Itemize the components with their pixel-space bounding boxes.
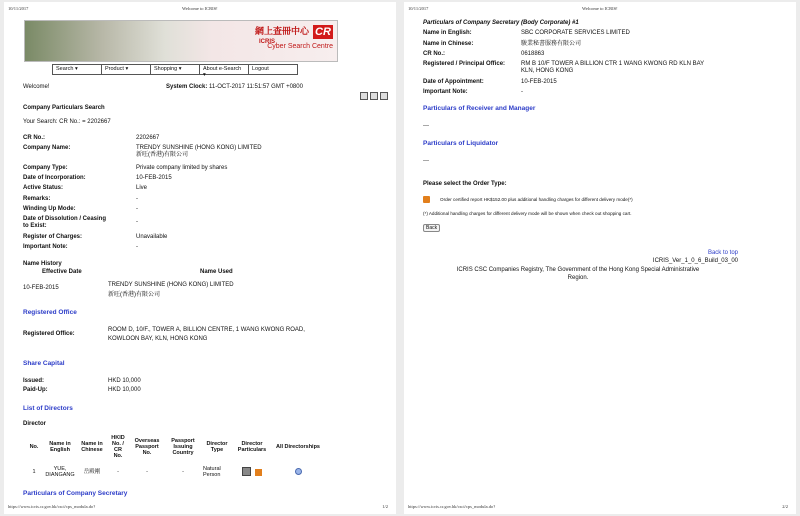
field-label: CR No.:: [423, 51, 445, 57]
field-label: Name in Chinese:: [423, 41, 474, 47]
field-label: Important Note:: [423, 89, 468, 95]
col-passport: Overseas Passport No.: [134, 438, 160, 456]
icris-banner: [24, 20, 338, 62]
field-label: Date of Appointment:: [423, 79, 484, 85]
cart-icon[interactable]: [423, 196, 430, 203]
field-value: -: [136, 196, 138, 202]
name-history-name: TRENDY SUNSHINE (HONG KONG) LIMITED 新旺(香港)有限公司: [108, 282, 234, 298]
col-no: No.: [29, 444, 39, 450]
name-history-title: Name History: [23, 261, 62, 267]
field-value: -: [136, 244, 138, 250]
table-row: [25, 461, 325, 483]
back-button[interactable]: Back: [423, 224, 440, 232]
name-history-date: 10-FEB-2015: [23, 285, 59, 291]
cell-passport: -: [146, 469, 148, 475]
footer-page: 2/2: [782, 504, 788, 509]
paid-label: Paid-Up:: [23, 387, 48, 393]
search-icon[interactable]: [295, 468, 302, 475]
field-label: Name in English:: [423, 30, 472, 36]
email-icon[interactable]: [380, 92, 388, 100]
field-label: Date of Incorporation:: [23, 175, 86, 181]
tool-icons: [360, 92, 388, 100]
build-version: ICRIS_Ver_1_0_6_Build_03_00: [652, 258, 738, 264]
page-header-date: 10/11/2017: [8, 6, 29, 11]
footer-url: https://www.icris.cr.gov.hk/csci/cps_modula.do?: [408, 504, 496, 509]
field-value: 駿業秘書服務有限公司: [521, 41, 582, 47]
cart-icon[interactable]: [255, 469, 262, 476]
registry-text: ICRIS CSC Companies Registry, The Government of the Hong Kong Special Administrative Region.: [456, 267, 700, 281]
col-hkid: HKID No. / CR No.: [111, 435, 125, 459]
back-to-top-link[interactable]: Back to top: [707, 250, 738, 256]
main-menu: [52, 64, 298, 78]
secretary-title: Particulars of Company Secretary: [23, 490, 128, 497]
print-icon[interactable]: [360, 92, 368, 100]
banner-english-title: Cyber Search Centre: [267, 43, 333, 50]
menu-search[interactable]: Search ▾: [53, 65, 102, 74]
page-header-title: Welcome to ICRIS!: [582, 6, 618, 11]
field-value: -: [521, 89, 523, 95]
field-label: Winding Up Mode:: [23, 206, 76, 212]
receiver-title: Particulars of Receiver and Manager: [423, 105, 536, 112]
liquidator-title: Particulars of Liquidator: [423, 140, 499, 147]
secretary-body-title: Particulars of Company Secretary (Body Corporate) #1: [423, 20, 579, 26]
liquidator-value: ---: [423, 158, 429, 164]
field-label: Active Status:: [23, 185, 64, 191]
cell-type: Natural Person: [203, 466, 221, 478]
field-value: Private company limited by shares: [136, 165, 228, 171]
receiver-value: ---: [423, 123, 429, 129]
directors-table: [25, 433, 325, 483]
col-directorships: All Directorships: [275, 444, 320, 450]
cell-particulars: [233, 461, 271, 483]
name-history-col-name: Name Used: [200, 269, 233, 275]
cell-name-en: YUE, DIANGANG: [45, 466, 75, 478]
name-history-col-date: Effective Date: [42, 269, 82, 275]
field-value: Unavailable: [136, 234, 168, 240]
field-label: Important Note:: [23, 244, 68, 250]
col-particulars: Director Particulars: [237, 441, 267, 453]
your-search: Your Search: CR No.: = 2202667: [23, 119, 111, 125]
director-subtitle: Director: [23, 421, 47, 427]
system-clock: [166, 84, 388, 90]
paid-value: HKD 10,000: [108, 387, 141, 393]
pdf-page-2: [404, 2, 796, 514]
cell-hkid: -: [117, 469, 119, 475]
field-label: Remarks:: [23, 196, 51, 202]
field-label: Registered / Principal Office:: [423, 61, 506, 67]
field-label: Date of Dissolution / Ceasing to Exist:: [23, 216, 107, 229]
registered-office-value: ROOM D, 10/F., TOWER A, BILLION CENTRE, 1 WANG KWONG ROAD, KOWLOON BAY, KLN, HONG KONG: [108, 327, 305, 342]
share-capital-title: Share Capital: [23, 360, 65, 367]
field-value: RM B 10/F TOWER A BILLION CTR 1 WANG KWONG RD KLN BAY KLN, HONG KONG: [521, 61, 705, 74]
field-value: 10-FEB-2015: [136, 175, 172, 181]
banner-icris: ICRIS: [258, 39, 275, 45]
section-title: Company Particulars Search: [23, 105, 105, 111]
col-country: Passport Issuing Country: [171, 438, 195, 456]
order-note: (*) Additional handling charges for different delivery mode will be shown when check out shopping cart.: [423, 211, 632, 216]
welcome-text: Welcome!: [23, 84, 50, 90]
cell-name-cn: 岳殿剛: [83, 469, 101, 475]
directors-title: List of Directors: [23, 405, 73, 412]
col-name-cn: Name in Chinese: [81, 441, 103, 453]
save-icon[interactable]: [370, 92, 378, 100]
clock-label: System Clock:: [166, 84, 208, 90]
col-type: Director Type: [206, 441, 228, 453]
issued-value: HKD 10,000: [108, 378, 141, 384]
field-value: 2202667: [136, 135, 160, 141]
field-value: 0618863: [521, 51, 545, 57]
order-text: Order certified report HK$152.00 plus additional handling charges for different delivery mode(*): [440, 197, 633, 202]
field-label: Register of Charges:: [23, 234, 83, 240]
field-value: -: [136, 219, 138, 225]
field-value: -: [136, 206, 138, 212]
registered-office-title: Registered Office: [23, 309, 77, 316]
banner-chinese-title: 網上查冊中心: [254, 27, 309, 37]
cell-country: -: [182, 469, 184, 475]
menu-product[interactable]: Product ▾: [102, 65, 151, 74]
field-label: Company Name:: [23, 145, 71, 151]
cell-directorships: [271, 461, 325, 483]
clock-value: 11-OCT-2017 11:51:57 GMT +0800: [209, 84, 303, 90]
order-title: Please select the Order Type:: [423, 181, 507, 187]
footer-url: https://www.icris.cr.gov.hk/csci/cps_modula.do?: [8, 504, 96, 509]
cr-logo: CR: [313, 25, 333, 39]
issued-label: Issued:: [23, 378, 45, 384]
col-name-en: Name in English: [49, 441, 71, 453]
document-icon[interactable]: [242, 467, 251, 476]
field-label: CR No.:: [23, 135, 45, 141]
field-value: Live: [136, 185, 148, 191]
registered-office-label: Registered Office:: [23, 331, 75, 337]
menu-shopping[interactable]: Shopping ▾: [151, 65, 200, 74]
field-label: Company Type:: [23, 165, 68, 171]
cell-no: 1: [32, 469, 36, 475]
field-value: SBC CORPORATE SERVICES LIMITED: [521, 30, 630, 36]
field-value: TRENDY SUNSHINE (HONG KONG) LIMITED 新旺(香港)有限公司: [136, 145, 262, 158]
page-header-title: Welcome to ICRIS!: [182, 6, 218, 11]
menu-about[interactable]: About e-Search ▾: [200, 65, 249, 74]
field-value: 10-FEB-2015: [521, 79, 557, 85]
menu-logout[interactable]: Logout: [249, 65, 297, 74]
pdf-page-1: [4, 2, 396, 514]
footer-page: 1/2: [382, 504, 388, 509]
page-header-date: 10/11/2017: [408, 6, 429, 11]
